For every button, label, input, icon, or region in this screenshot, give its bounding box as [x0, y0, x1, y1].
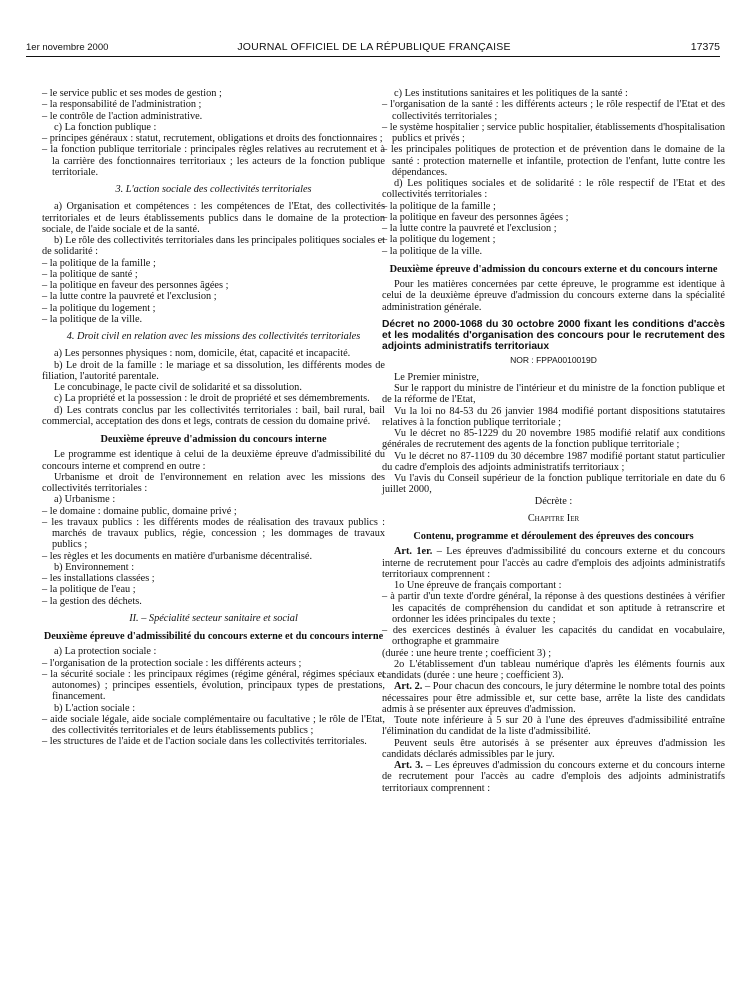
article-number: Art. 1er. [394, 546, 433, 558]
paragraph: Vu le décret no 87-1109 du 30 décembre 1987 modifié portant statut particulier du cadre d'emplois des adjoints administratifs territoriaux ; [382, 450, 725, 473]
bullet-item: – les structures de l'aide et de l'action sociale dans les collectivités territoriales. [42, 736, 367, 748]
article-number: Art. 2. [394, 681, 423, 693]
paragraph: d) Les contrats conclus par les collectivités territoriales : bail, bail rural, bail commercial, acceptation des dons et legs, contrats de cession du domaine privé. [42, 404, 385, 427]
bold-heading: Deuxième épreuve d'admissibilité du concours externe et du concours interne [43, 631, 384, 642]
bold-heading: Contenu, programme et déroulement des épreuves des concours [413, 531, 694, 543]
bullet-item: – des exercices destinés à évaluer les capacités du candidat en vocabulaire, orthographe et grammaire [382, 625, 725, 648]
paragraph: (durée : une heure trente ; coefficient 3) ; [382, 647, 552, 659]
bullet-item: – la responsabilité de l'administration ; [42, 99, 202, 111]
paragraph: Le Premier ministre, [394, 371, 479, 383]
paragraph: Toute note inférieure à 5 sur 20 à l'une des épreuves d'admissibilité entraîne l'élimination du candidat de la liste d'admissibilité. [382, 715, 725, 738]
article-paragraph [382, 681, 725, 715]
bullet-item: – à partir d'un texte d'ordre général, la réponse à des questions destinées à vérifier les capacités de compréhension du candidat et son aptitude à retranscrire et ordonner les idées principales du texte ; [382, 591, 725, 625]
chapter-heading: Chapitre Ier [527, 512, 580, 524]
bullet-item: – la politique de la famille ; [382, 200, 496, 212]
bullet-item: – la politique de la famille ; [42, 257, 156, 269]
bold-heading: Deuxième épreuve d'admission du concours interne [100, 434, 327, 445]
paragraph: a) La protection sociale : [54, 646, 157, 658]
article-number: Art. 3. [394, 760, 423, 772]
paragraph: a) Urbanisme : [54, 494, 116, 506]
paragraph: Peuvent seuls être autorisés à se présenter aux épreuves d'admission les candidats déclarés admissibles par le jury. [382, 737, 725, 760]
paragraph: b) L'action sociale : [54, 702, 136, 714]
article-text: – Les épreuves d'admissibilité du concours externe et du concours interne de recrutement pour l'accès au cadre d'emplois des adjoints administratifs territoriaux comprennent : [382, 546, 725, 580]
bullet-item: – le système hospitalier ; service public hospitalier, établissements d'hospitalisation publics et privés ; [382, 121, 725, 144]
article-text: – Les épreuves d'admission du concours externe et du concours interne de recrutement pour l'accès au cadre d'emplois des adjoints administratifs territoriaux comprennent : [382, 760, 725, 794]
bullet-item: – l'organisation de la santé : les différents acteurs ; le rôle respectif de l'Etat et des collectivités territoriales ; [382, 99, 725, 122]
bullet-item: – la politique du logement ; [42, 302, 156, 314]
paragraph: 2o L'établissement d'un tableau numérique d'après les éléments fournis aux candidats (durée : une heure ; coefficient 3). [382, 658, 725, 682]
bullet-item: – la sécurité sociale : les principaux régimes (régime général, régimes spéciaux et autonomes) ; principes essentiels, évolution, principaux types de prestations, financement. [42, 668, 385, 703]
bullet-item: – la politique de santé ; [42, 268, 138, 280]
right-column [382, 88, 725, 794]
paragraph: Le programme est identique à celui de la deuxième épreuve d'admissibilité du concours interne et comprend en outre : [42, 449, 385, 472]
bullet-item: – les principales politiques de protection et de prévention dans le domaine de la santé : protection maternelle et infantile, protection de l'enfant, lutte contre les dépendances. [382, 144, 725, 178]
bullet-item: – la fonction publique territoriale : principales règles relatives au recrutement et à la carrière des fonctionnaires territoriaux ; les acteurs de la fonction publique territoriale. [42, 144, 385, 178]
bullet-item: – la gestion des déchets. [42, 595, 142, 607]
bullet-item: – les règles et les documents en matière d'urbanisme décentralisé. [42, 550, 313, 562]
paragraph: c) La propriété et la possession : le droit de propriété et ses démembrements. [54, 393, 370, 405]
paragraph: Pour les matières concernées par cette épreuve, le programme est identique à celui de la deuxième épreuve d'admission du concours externe dans la spécialité administration générale. [382, 279, 725, 313]
bullet-item: – la politique en faveur des personnes âgées ; [42, 280, 229, 291]
paragraph: 1o Une épreuve de français comportant : [394, 580, 562, 592]
article-paragraph [382, 760, 725, 794]
decree-formula: Décrète : [534, 495, 573, 507]
paragraph: Vu le décret no 85-1229 du 20 novembre 1985 modifié relatif aux conditions générales de recrutement des agents de la fonction publique territoriale ; [382, 428, 725, 451]
bullet-item: – l'organisation de la protection sociale : les différents acteurs ; [42, 657, 302, 669]
left-column [42, 88, 385, 748]
bullet-item: – la lutte contre la pauvreté et l'exclusion ; [382, 223, 557, 234]
section-heading: 3. L'action sociale des collectivités territoriales [115, 184, 312, 195]
journal-title: JOURNAL OFFICIEL DE LA RÉPUBLIQUE FRANÇAISE [237, 41, 511, 53]
header-rule [26, 56, 720, 57]
bullet-item: – la politique du logement ; [382, 234, 496, 246]
page-header [0, 0, 748, 60]
article-paragraph [382, 546, 725, 580]
paragraph: Le concubinage, le pacte civil de solidarité et sa dissolution. [54, 382, 302, 393]
paragraph: Vu l'avis du Conseil supérieur de la fonction publique territoriale en date du 6 juillet 2000, [382, 473, 725, 496]
article-text: – Pour chacun des concours, le jury détermine le nombre total des points nécessaires pour être admissible et, sur cette base, arrête la liste des candidats admis à se présenter aux épreuves d'admission. [382, 681, 725, 715]
paragraph: Vu la loi no 84-53 du 26 janvier 1984 modifié portant dispositions statutaires relatives à la fonction publique territoriale ; [382, 405, 725, 428]
section-heading: 4. Droit civil en relation avec les missions des collectivités territoriales [66, 331, 361, 342]
bullet-item: – les travaux publics : les différents modes de réalisation des travaux publics : marchés de travaux publics, régie, concession ; les dommages de travaux publics ; [42, 516, 385, 551]
bullet-item: – le contrôle de l'action administrative. [42, 110, 203, 122]
bullet-item: – principes généraux : statut, recrutement, obligations et droits des fonctionnaires ; [42, 133, 383, 144]
bullet-item: – le service public et ses modes de gestion ; [42, 88, 222, 99]
bold-heading: Deuxième épreuve d'admission du concours externe et du concours interne [389, 263, 718, 275]
paragraph: c) Les institutions sanitaires et les politiques de la santé : [394, 88, 628, 99]
paragraph: b) Le rôle des collectivités territoriales dans les principales politiques sociales et de solidarité : [42, 235, 385, 258]
bullet-item: – la politique de l'eau ; [42, 584, 136, 596]
paragraph: a) Les personnes physiques : nom, domicile, état, capacité et incapacité. [54, 348, 351, 360]
bullet-item: – la politique de la ville. [382, 245, 483, 257]
paragraph: b) Le droit de la famille : le mariage et sa dissolution, les différents modes de filiation, l'autorité parentale. [42, 359, 385, 382]
bullet-item: – les installations classées ; [42, 573, 155, 584]
decree-title: Décret no 2000-1068 du 30 octobre 2000 fixant les conditions d'accès et les modalités d'organisation des concours pour le recrutement des adjoints administratifs territoriaux [382, 318, 725, 353]
page-number: 17375 [690, 41, 720, 53]
paragraph: Urbanisme et droit de l'environnement en relation avec les missions des collectivités territoriales : [42, 471, 385, 494]
bullet-item: – la politique de la ville. [42, 313, 143, 325]
bullet-item: – la lutte contre la pauvreté et l'exclusion ; [42, 291, 217, 303]
section-heading: II. – Spécialité secteur sanitaire et social [129, 612, 298, 624]
paragraph: d) Les politiques sociales et de solidarité : le rôle respectif de l'Etat et des collectivités territoriales : [382, 178, 725, 201]
bullet-item: – le domaine : domaine public, domaine privé ; [42, 505, 237, 517]
bullet-item: – la politique en faveur des personnes âgées ; [382, 211, 569, 223]
paragraph: b) Environnement : [54, 561, 135, 573]
paragraph: c) La fonction publique : [54, 121, 157, 133]
bullet-item: – aide sociale légale, aide sociale complémentaire ou facultative ; le rôle de l'Etat, des collectivités territoriales et de leurs établissements publics ; [42, 713, 385, 736]
nor-reference: NOR : FPPA0010019D [510, 354, 597, 365]
paragraph: Sur le rapport du ministre de l'intérieur et du ministre de la fonction publique et de la réforme de l'Etat, [382, 383, 725, 406]
issue-date: 1er novembre 2000 [26, 42, 109, 53]
paragraph: a) Organisation et compétences : les compétences de l'Etat, des collectivités territoriales et de leurs établissements publics dans le domaine de la protection sociale, de l'aide sociale et de la santé. [42, 201, 385, 235]
